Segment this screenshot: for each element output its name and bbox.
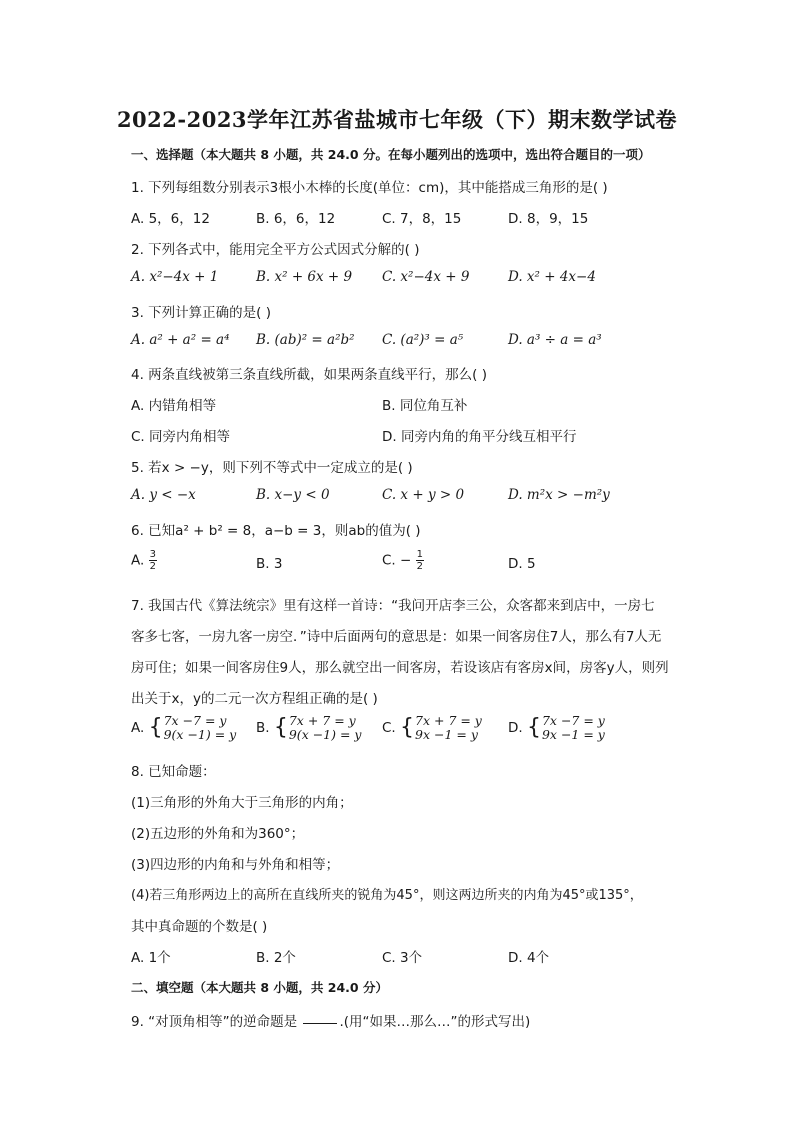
q5-option-d: D. m²x > −m²y — [508, 487, 610, 503]
q7-option-a-label: A. — [131, 720, 145, 736]
q7-option-d-label: D. — [508, 720, 523, 736]
question-8-line-4: (3)四边形的内角和与外角和相等； — [131, 857, 340, 873]
q5-option-a: A. y < −x — [131, 487, 196, 503]
q6-option-a-fraction — [149, 549, 157, 572]
q7-option-c-label: C. — [382, 720, 396, 736]
q7-option-b-system — [274, 714, 362, 742]
q7-option-a-system — [149, 714, 237, 742]
q6-option-a — [131, 549, 157, 572]
q7-option-d — [508, 714, 605, 742]
q2-option-b: B. x² + 6x + 9 — [256, 269, 353, 285]
q7-option-a — [131, 714, 236, 742]
question-4: 4. 两条直线被第三条直线所截，如果两条直线平行，那么( ) — [131, 367, 487, 383]
question-8-line-2: (1)三角形的外角大于三角形的内角； — [131, 795, 353, 811]
q6-option-a-label: A. — [131, 552, 145, 569]
q7-option-b-brace: { — [273, 715, 288, 740]
question-7-line-1: 7. 我国古代《算法统宗》里有这样一首诗：“我问开店李三公，众客都来到店中，一房七 — [131, 598, 655, 614]
q8-option-b: B. 2个 — [256, 950, 296, 966]
question-8-line-5: (4)若三角形两边上的高所在直线所夹的锐角为45°，则这两边所夹的内角为45°或135°， — [131, 888, 643, 903]
q7-option-a-eq1: 7x −7 = y — [163, 713, 227, 728]
q7-option-c — [382, 714, 482, 742]
q7-option-b-eq2: 9(x −1) = y — [288, 727, 362, 742]
q5-option-c: C. x + y > 0 — [382, 487, 465, 503]
q1-option-d: D. 8，9，15 — [508, 211, 589, 227]
question-7-line-2: 客多七客，一房九客一房空．”诗中后面两句的意思是：如果一间客房住7人，那么有7人无 — [131, 629, 662, 645]
q7-option-c-eq1: 7x + 7 = y — [415, 713, 482, 728]
q5-option-b: B. x−y < 0 — [256, 487, 330, 503]
q8-option-d: D. 4个 — [508, 950, 550, 966]
question-7-line-4: 出关于x，y的二元一次方程组正确的是( ) — [131, 691, 378, 707]
q7-option-d-system — [527, 714, 605, 742]
q1-option-b: B. 6，6，12 — [256, 211, 336, 227]
question-9-prefix: 9. “对顶角相等”的逆命题是 — [131, 1014, 302, 1030]
q7-option-c-brace: { — [400, 715, 415, 740]
q2-option-a: A. x²−4x + 1 — [131, 269, 219, 285]
question-8-line-6: 其中真命题的个数是( ) — [131, 919, 268, 935]
question-1: 1. 下列每组数分别表示3根小木棒的长度(单位：cm)，其中能搭成三角形的是( ) — [131, 180, 608, 196]
question-7-line-3: 房可住；如果一间客房住9人，那么就空出一间客房，若设该店有客房x间，房客y人，则列 — [131, 660, 669, 676]
question-2: 2. 下列各式中，能用完全平方公式因式分解的( ) — [131, 242, 420, 258]
question-8-line-3: (2)五边形的外角和为360°； — [131, 826, 305, 842]
q7-option-d-eq1: 7x −7 = y — [541, 713, 605, 728]
q8-option-c: C. 3个 — [382, 950, 423, 966]
q7-option-d-brace: { — [526, 715, 541, 740]
q6-option-a-denominator: 2 — [149, 561, 156, 572]
section-fill-header: 二、填空题（本大题共 8 小题，共 24.0 分） — [131, 980, 388, 995]
q6-option-c — [382, 549, 424, 572]
q8-option-a: A. 1个 — [131, 950, 171, 966]
q4-option-a: A. 内错角相等 — [131, 398, 217, 414]
question-6: 6. 已知a² + b² = 8，a−b = 3，则ab的值为( ) — [131, 523, 421, 539]
q4-option-d: D. 同旁内角的角平分线互相平行 — [382, 429, 577, 445]
question-3: 3. 下列计算正确的是( ) — [131, 305, 271, 321]
q6-option-c-fraction — [416, 549, 424, 572]
q3-option-c: C. (a²)³ = a⁵ — [382, 332, 464, 348]
q4-option-b: B. 同位角互补 — [382, 398, 468, 414]
q3-option-b: B. (ab)² = a²b² — [256, 332, 355, 348]
question-8-line-1: 8. 已知命题： — [131, 764, 216, 780]
q6-option-a-numerator: 3 — [149, 549, 156, 560]
answer-blank[interactable] — [303, 1022, 337, 1024]
question-5: 5. 若x > −y，则下列不等式中一定成立的是( ) — [131, 460, 413, 476]
q7-option-b — [256, 714, 362, 742]
q7-option-b-eq1: 7x + 7 = y — [288, 713, 356, 728]
q2-option-c: C. x²−4x + 9 — [382, 269, 470, 285]
exam-title: 2022-2023学年江苏省盐城市七年级（下）期末数学试卷 — [116, 107, 678, 132]
question-9 — [131, 1010, 530, 1030]
q1-option-a: A. 5，6，12 — [131, 211, 210, 227]
q3-option-a: A. a² + a² = a⁴ — [131, 332, 230, 348]
section-choice-header: 一、选择题（本大题共 8 小题，共 24.0 分。在每小题列出的选项中，选出符合题目的一项） — [131, 147, 651, 162]
q7-option-d-eq2: 9x −1 = y — [541, 727, 605, 742]
question-9-suffix: .(用“如果…那么…”的形式写出) — [339, 1014, 531, 1030]
q4-option-c: C. 同旁内角相等 — [131, 429, 231, 445]
q6-option-d: D. 5 — [508, 556, 536, 572]
q6-option-c-numerator: 1 — [416, 549, 423, 560]
q7-option-b-label: B. — [256, 720, 270, 736]
q6-option-b: B. 3 — [256, 556, 283, 572]
q3-option-d: D. a³ ÷ a = a³ — [508, 332, 602, 348]
q7-option-a-eq2: 9(x −1) = y — [163, 727, 237, 742]
q6-option-c-label: C. − — [382, 552, 412, 569]
q7-option-a-brace: { — [148, 715, 163, 740]
q7-option-c-system — [400, 714, 482, 742]
q7-option-c-eq2: 9x −1 = y — [415, 727, 478, 742]
q2-option-d: D. x² + 4x−4 — [508, 269, 596, 285]
q1-option-c: C. 7，8，15 — [382, 211, 462, 227]
q6-option-c-denominator: 2 — [416, 561, 423, 572]
